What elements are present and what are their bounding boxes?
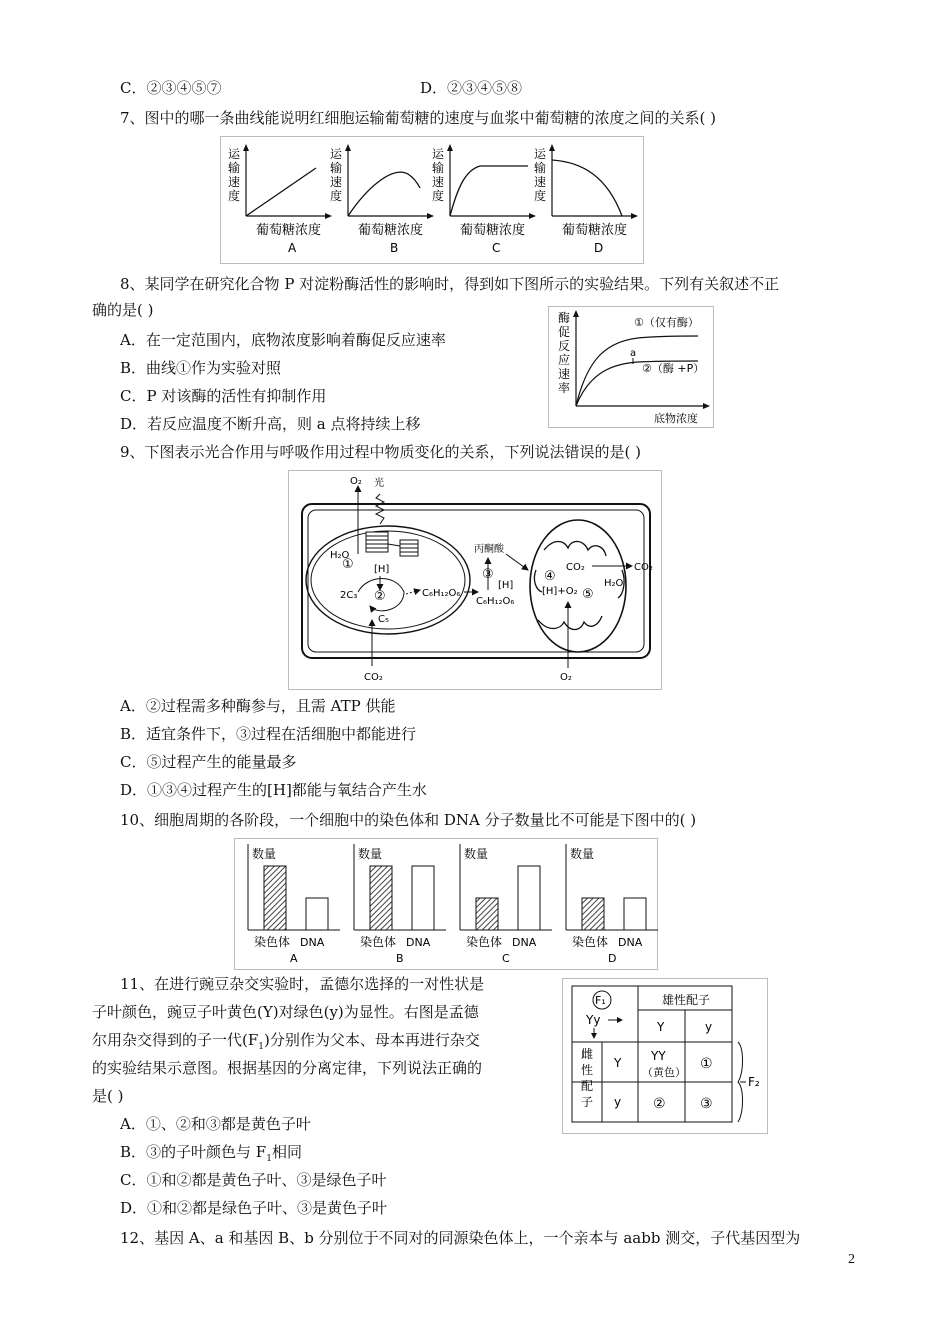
q8-curve2-label: ②（酶 +P） [642, 362, 705, 375]
q10-letter: B [396, 952, 404, 965]
q7-ylabel-char: 运 [228, 147, 241, 161]
q11-line1: 11、在进行豌豆杂交实验时，孟德尔选择的一对性状是 [120, 975, 485, 993]
q7-stem: 7、图中的哪一条曲线能说明红细胞运输葡萄糖的速度与血浆中葡萄糖的浓度之间的关系( ) [120, 109, 717, 127]
q8-option-c: C．P 对该酶的活性有抑制作用 [120, 387, 327, 405]
q11-female-char: 雌 [581, 1047, 594, 1061]
q11-f1: F₁ [595, 994, 606, 1007]
q8-ylabel: 酶促反应速率 [558, 311, 571, 395]
q9-n5: ⑤ [582, 587, 594, 602]
q11-col-y: y [705, 1020, 713, 1034]
q7-ylabel-char: 运 [432, 147, 445, 161]
page-number: 2 [848, 1252, 855, 1267]
q6-option-d: D．②③④⑤⑧ [420, 79, 523, 97]
q11-female-char: 性 [581, 1063, 594, 1077]
q10-cat-chromosome: 染色体 [254, 935, 291, 949]
q10-letter: D [608, 952, 617, 965]
q7-xlabel: 葡萄糖浓度 [256, 223, 322, 238]
q11-female-char: 配 [581, 1079, 594, 1093]
q7-panel-D [534, 144, 638, 255]
q11-f2: F₂ [748, 1075, 760, 1089]
q10-title: 数量 [252, 847, 277, 861]
q8-point-a: a [630, 348, 637, 359]
q11-yy: Yy [586, 1013, 601, 1027]
q11-option-b: B．③的子叶颜色与 $F_1$相同 [120, 1143, 302, 1164]
q10-panel-C [460, 844, 552, 965]
q11-male-gametes: 雄性配子 [662, 993, 711, 1007]
q7-curve-B [348, 172, 420, 216]
q8-option-b: B．曲线①作为实验对照 [120, 359, 282, 377]
q10-cat-dna: DNA [512, 936, 537, 949]
q7-ylabel-char: 运 [330, 147, 343, 161]
q7-panel-C [432, 144, 536, 255]
q7-ylabel-char: 运 [534, 147, 547, 161]
q11-cell-3: ③ [700, 1096, 713, 1112]
q7-curve-C [450, 166, 528, 216]
q10-panel-D [566, 844, 658, 965]
q9-c3: 2C₃ [340, 590, 358, 601]
q7-panel-A [228, 144, 332, 255]
q10-bar-chromosome [370, 866, 392, 930]
q7-letter: B [390, 241, 399, 255]
q9-h-left: [H] [374, 564, 390, 575]
q10-bar-figure [234, 838, 658, 970]
q9-h2o: H₂O [330, 550, 350, 561]
q11-option-a: A．①、②和③都是黄色子叶 [120, 1115, 311, 1133]
q7-panel-B [330, 144, 434, 255]
q10-letter: C [502, 952, 510, 965]
q7-letter: A [288, 241, 297, 255]
q7-xlabel: 葡萄糖浓度 [358, 223, 424, 238]
q10-bar-dna [518, 866, 540, 930]
q9-option-c: C．⑤过程产生的能量最多 [120, 753, 297, 771]
q7-xlabel: 葡萄糖浓度 [562, 223, 628, 238]
q8-option-d: D．若反应温度不断升高，则 a 点将持续上移 [120, 415, 421, 433]
q10-bar-chromosome [476, 898, 498, 930]
q10-bar-dna [412, 866, 434, 930]
q8-stem-line1: 8、某同学在研究化合物 P 对淀粉酶活性的影响时，得到如下图所示的实验结果。下列有关叙述不正 [120, 275, 780, 293]
q9-h-mid: [H] [498, 580, 514, 591]
q8-stem-line2: 确的是( ) [92, 301, 154, 319]
q9-glucose2: C₆H₁₂O₆ [476, 596, 515, 607]
q9-n3: ③ [482, 567, 494, 582]
q11-col-Y: Y [657, 1020, 665, 1034]
q9-h-o2: [H]+O₂ [542, 586, 578, 597]
q7-ylabel-char: 速 [432, 175, 445, 189]
q7-ylabel-char: 速 [330, 175, 343, 189]
q7-ylabel-char: 输 [534, 161, 547, 175]
q11-cell-1: ① [700, 1056, 713, 1072]
q9-n2: ② [374, 589, 386, 604]
q7-letter: C [492, 241, 501, 255]
q10-stem: 10、细胞周期的各阶段，一个细胞中的染色体和 DNA 分子数量比不可能是下图中的( ) [120, 811, 697, 829]
q7-ylabel-char: 度 [330, 189, 343, 203]
q11-female-char: 子 [581, 1095, 594, 1109]
q11-line4: 的实验结果示意图。根据基因的分离定律，下列说法正确的 [92, 1059, 483, 1077]
q8-option-a: A．在一定范围内，底物浓度影响着酶促反应速率 [120, 331, 446, 349]
q9-o2-top: O₂ [350, 476, 362, 487]
q8-curve1-label: ①（仅有酶） [634, 316, 699, 329]
q7-ylabel-char: 输 [330, 161, 343, 175]
q7-ylabel-char: 度 [228, 189, 241, 203]
q9-stem: 9、下图表示光合作用与呼吸作用过程中物质变化的关系，下列说法错误的是( ) [120, 443, 642, 461]
q10-bar-dna [306, 898, 328, 930]
q9-c5: C₅ [378, 614, 389, 625]
light-zigzag-icon [376, 494, 384, 524]
grana-stack-2-icon [400, 540, 418, 556]
q10-cat-chromosome: 染色体 [572, 935, 609, 949]
q10-cat-dna: DNA [300, 936, 325, 949]
q11-row-y: y [614, 1095, 622, 1109]
q11-row-Y: Y [614, 1056, 622, 1070]
q8-xlabel: 底物浓度 [654, 412, 698, 425]
q7-ylabel-char: 速 [228, 175, 241, 189]
q9-h2o-right: H₂O [604, 578, 624, 589]
q7-letter: D [594, 241, 604, 255]
q10-title: 数量 [570, 847, 595, 861]
q10-cat-dna: DNA [406, 936, 431, 949]
q7-curve-D [552, 160, 622, 216]
q9-light: 光 [374, 478, 384, 489]
q10-cat-dna: DNA [618, 936, 643, 949]
q10-title: 数量 [464, 847, 489, 861]
q9-co2-bottom: CO₂ [364, 672, 383, 683]
q10-panel-B [354, 844, 446, 965]
q9-co2-out: CO₂ [634, 562, 653, 573]
q11-line5: 是( ) [92, 1087, 124, 1105]
q9-n1: ① [342, 557, 354, 572]
q10-cat-chromosome: 染色体 [360, 935, 397, 949]
q9-option-d: D．①③④过程产生的[H]都能与氧结合产生水 [120, 781, 427, 799]
q11-cell-YY: YY [651, 1049, 666, 1063]
q11-line2: 子叶颜色，豌豆子叶黄色(Y)对绿色(y)为显性。右图是孟德 [92, 1003, 479, 1021]
q10-bar-chromosome [582, 898, 604, 930]
q11-option-c: C．①和②都是黄色子叶、③是绿色子叶 [120, 1171, 387, 1189]
q11-option-d: D．①和②都是绿色子叶、③是黄色子叶 [120, 1199, 388, 1217]
q7-ylabel-char: 度 [432, 189, 445, 203]
q9-option-b: B．适宜条件下，③过程在活细胞中都能进行 [120, 725, 417, 743]
q12-stem: 12、基因 A、a 和基因 B、b 分别位于不同对的同源染色体上，一个亲本与 aabb 测交，子代基因型为 [120, 1229, 801, 1247]
q9-cell-diagram [288, 470, 662, 690]
q7-curve-A [246, 168, 316, 216]
q11-punnett-table [562, 978, 768, 1134]
q10-letter: A [290, 952, 298, 965]
q10-bar-dna [624, 898, 646, 930]
q7-ylabel-char: 度 [534, 189, 547, 203]
q10-title: 数量 [358, 847, 383, 861]
q9-option-a: A．②过程需多种酶参与，且需 ATP 供能 [120, 697, 396, 715]
q9-pyruvate: 丙酮酸 [474, 544, 504, 555]
q9-glucose1: C₆H₁₂O₆ [422, 588, 461, 599]
q10-bar-chromosome [264, 866, 286, 930]
q10-panel-A [248, 844, 340, 965]
q8-enzyme-graph [548, 306, 714, 428]
q7-ylabel-char: 速 [534, 175, 547, 189]
q9-o2-bottom: O₂ [560, 672, 572, 683]
q10-cat-chromosome: 染色体 [466, 935, 503, 949]
q11-cell-2: ② [653, 1096, 666, 1112]
q7-xlabel: 葡萄糖浓度 [460, 223, 526, 238]
q9-co2-inner: CO₂ [566, 562, 585, 573]
grana-stack-1-icon [366, 532, 388, 552]
q11-cell-yellow: （黄色） [642, 1066, 686, 1079]
q9-n4: ④ [544, 569, 556, 584]
q7-figure [220, 136, 644, 264]
q7-ylabel-char: 输 [432, 161, 445, 175]
q6-option-c: C．②③④⑤⑦ [120, 79, 222, 97]
q11-line3: 尔用杂交得到的子一代$(F_1)$分别作为父本、母本再进行杂交 [92, 1031, 480, 1052]
q7-ylabel-char: 输 [228, 161, 241, 175]
